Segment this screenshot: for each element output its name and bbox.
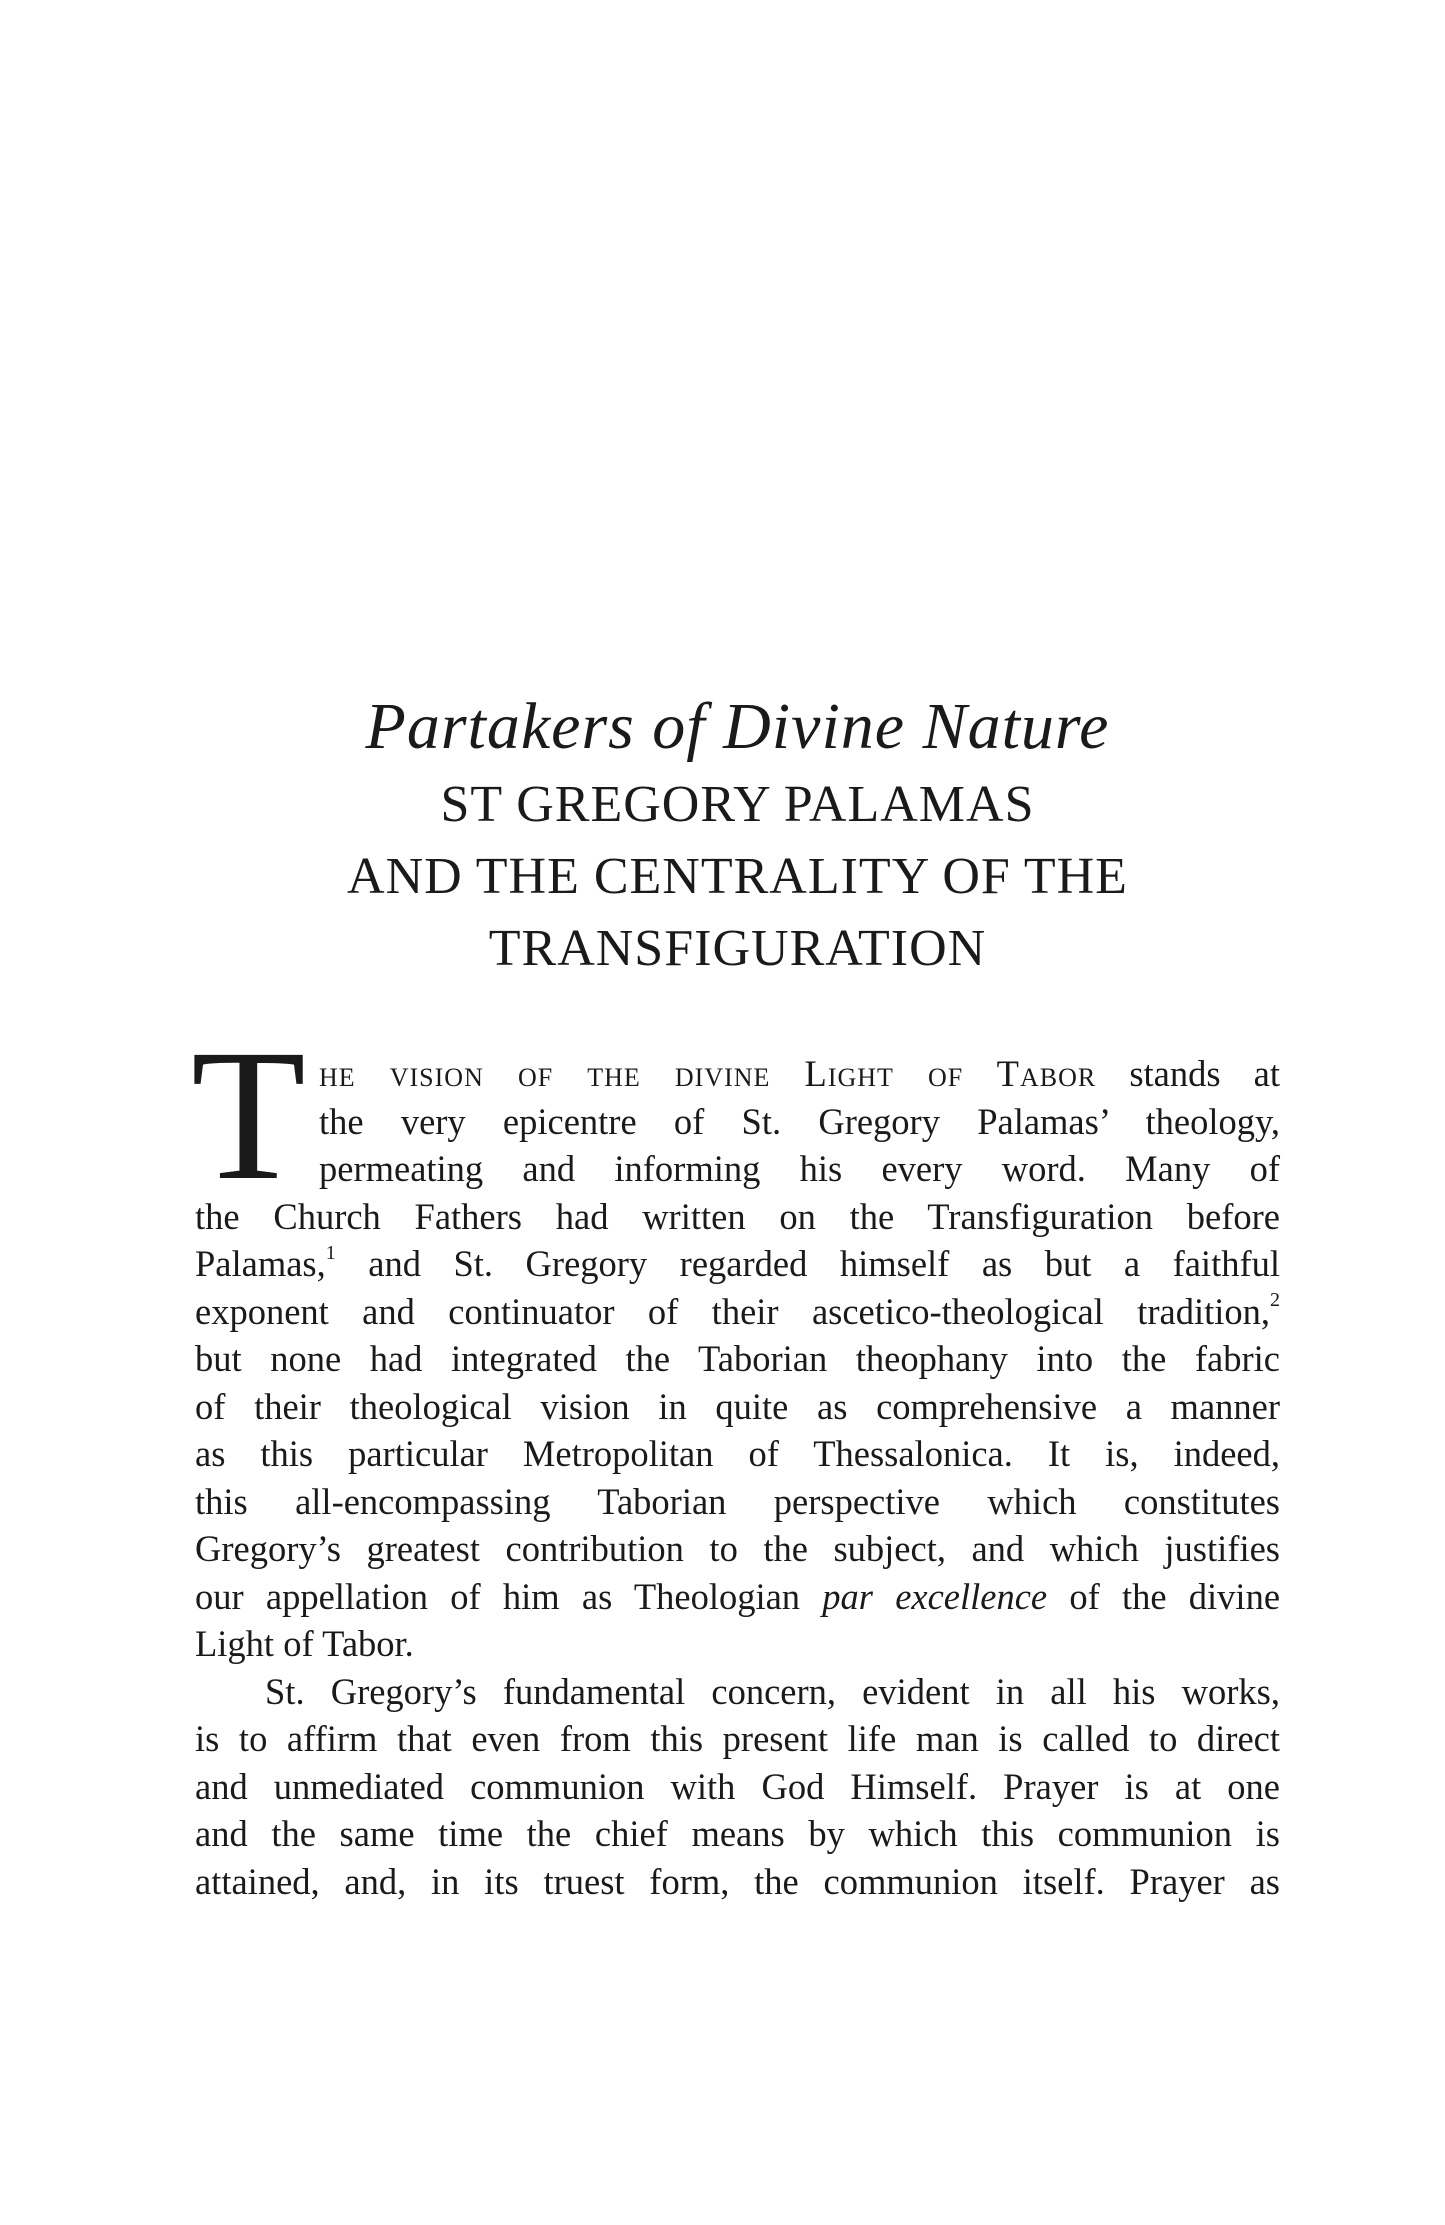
chapter-title: Partakers of Divine Nature (365, 690, 1110, 763)
text-line: the Church Fathers had written on the Transfiguration before (195, 1195, 1280, 1237)
body-text (191, 1010, 1281, 1905)
text-line: and unmediated communion with God Himself. Prayer is at one (195, 1765, 1280, 1807)
drop-cap: T (191, 1010, 306, 1219)
text-line: attained, and, in its truest form, the communion itself. Prayer as (195, 1860, 1280, 1902)
text-line: Palamas,$^1$ and St. Gregory regarded himself as but a faithful (195, 1241, 1281, 1284)
text-line: he vision of the divine Light of Tabor stands at (319, 1053, 1280, 1094)
text-line: exponent and continuator of their ascetico-theological tradition,$^2$ (195, 1289, 1280, 1332)
text-line: this all-encompassing Taborian perspective which constitutes (195, 1480, 1280, 1522)
chapter-heading (195, 685, 1280, 985)
text-line: but none had integrated the Taborian theophany into the fabric (195, 1338, 1280, 1379)
footnote-ref: 2 (1270, 1289, 1280, 1312)
opening-small-caps: he vision of the divine Light of Tabor (319, 1053, 1097, 1094)
text-line: St. Gregory’s fundamental concern, evident in all his works, (265, 1670, 1280, 1712)
chapter-subtitle-line: AND THE CENTRALITY OF THE (347, 848, 1128, 905)
text-line: of their theological vision in quite as comprehensive a manner (195, 1385, 1280, 1427)
text-line: Light of Tabor. (195, 1623, 414, 1664)
text-line: as this particular Metropolitan of Thessalonica. It is, indeed, (195, 1433, 1280, 1474)
text-line: permeating and informing his every word. Many of (319, 1148, 1280, 1189)
text-line: the very epicentre of St. Gregory Palamas’ theology, (319, 1100, 1280, 1142)
text-line: and the same time the chief means by which this communion is (195, 1813, 1280, 1854)
italic-phrase: par excellence (822, 1575, 1048, 1617)
chapter-subtitle-line: TRANSFIGURATION (488, 920, 987, 977)
text-line: Gregory’s greatest contribution to the subject, and which justifies (195, 1528, 1280, 1569)
text-line: our appellation of him as Theologian par excellence of the divine (195, 1575, 1281, 1617)
paragraph-2 (195, 1668, 1280, 1906)
paragraph-1 (191, 1010, 1281, 1668)
footnote-ref: 1 (325, 1241, 336, 1264)
text-line: is to affirm that even from this present life man is called to direct (195, 1718, 1280, 1759)
chapter-subtitle-line: ST GREGORY PALAMAS (440, 776, 1035, 833)
